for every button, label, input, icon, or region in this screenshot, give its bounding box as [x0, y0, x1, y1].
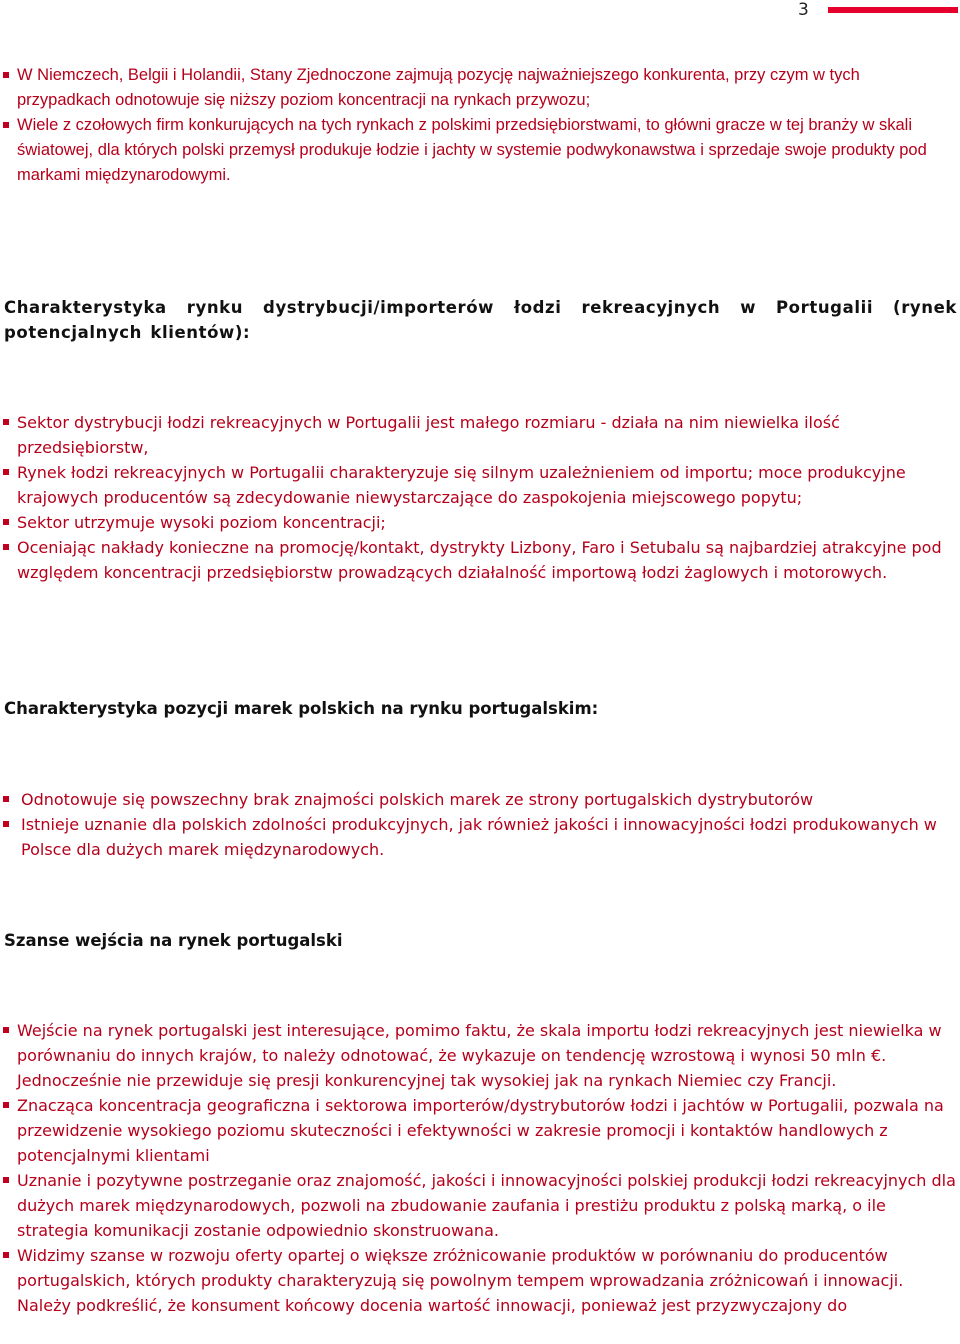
market-entry-bullet-list [0, 1018, 956, 1318]
bullet-square-icon [3, 122, 9, 128]
list-item: Oceniając nakłady konieczne na promocję/kontakt, dystrykty Lizbony, Faro i Setubalu są najbardziej atrakcyjne pod względem koncentracji przedsiębiorstw prowadzących działalność importową łodzi żaglowych i motorowych. [0, 535, 956, 585]
list-item: W Niemczech, Belgii i Holandii, Stany Zjednoczone zajmują pozycję najważniejszego konkurenta, przy czym w tych przypadkach odnotowuje się niższy poziom koncentracji na rynkach przywozu; [0, 63, 956, 113]
list-item: Wiele z czołowych firm konkurujących na tych rynkach z polskimi przedsiębiorstwami, to główni gracze w tej branży w skali światowej, dla których polski przemysł produkuje łodzie i jachty w systemie podwykonawstwa i sprzedaje swoje produkty pod markami międzynarodowymi. [0, 113, 956, 188]
bullet-square-icon [3, 821, 9, 827]
list-item: Sektor utrzymuje wysoki poziom koncentracji; [0, 510, 956, 535]
list-item: Istnieje uznanie dla polskich zdolności produkcyjnych, jak również jakości i innowacyjności łodzi produkowanych w Polsce dla dużych marek międzynarodowych. [0, 812, 956, 862]
bullet-square-icon [3, 1177, 9, 1183]
list-item: Uznanie i pozytywne postrzeganie oraz znajomość, jakości i innowacyjności polskiej produkcji łodzi rekreacyjnych dla dużych marek międzynarodowych, pozwoli na zbudowanie zaufania i prestiżu produktu z polską marką, o ile strategia komunikacji zostanie odpowiednio skonstruowana. [0, 1168, 956, 1243]
list-item: Sektor dystrybucji łodzi rekreacyjnych w Portugalii jest małego rozmiaru - działa na nim niewielka ilość przedsiębiorstw, [0, 410, 956, 460]
bullet-square-icon [3, 419, 9, 425]
polish-brands-bullet-list [0, 787, 956, 862]
bullet-square-icon [3, 796, 9, 802]
header-accent-bar [828, 7, 958, 13]
list-item: Widzimy szanse w rozwoju oferty opartej o większe zróżnicowanie produktów w porównaniu do producentów portugalskich, których produkty charakteryzują się powolnym tempem wprowadzania zróżnicowań i innowacji. Należy podkreślić, że konsument końcowy docenia wartość innowacji, ponieważ jest przyzwyczajony do [0, 1243, 956, 1318]
page-number: 3 [798, 0, 809, 20]
bullet-square-icon [3, 469, 9, 475]
list-item: Odnotowuje się powszechny brak znajmości polskich marek ze strony portugalskich dystrybutorów [0, 787, 956, 812]
bullet-square-icon [3, 519, 9, 525]
distribution-market-bullet-list [0, 410, 956, 585]
list-item: Znacząca koncentracja geograficzna i sektorowa importerów/dystrybutorów łodzi i jachtów w Portugalii, pozwala na przewidzenie wysokiego poziomu skuteczności i efektywności w zakresie promocji i kontaktów handlowych z potencjalnymi klientami [0, 1093, 956, 1168]
bullet-square-icon [3, 544, 9, 550]
section-heading-polish-brands: Charakterystyka pozycji marek polskich na rynku portugalskim: [4, 699, 599, 718]
section-heading-distribution-market: Charakterystyka rynku dystrybucji/importerów łodzi rekreacyjnych w Portugalii (rynek potencjalnych klientów): [4, 298, 957, 342]
list-item: Rynek łodzi rekreacyjnych w Portugalii charakteryzuje się silnym uzależnieniem od importu; moce produkcyjne krajowych producentów są zdecydowanie niewystarczające do zaspokojenia miejscowego popytu; [0, 460, 956, 510]
bullet-square-icon [3, 1027, 9, 1033]
bullet-square-icon [3, 72, 9, 78]
intro-bullet-list [0, 63, 956, 188]
bullet-square-icon [3, 1102, 9, 1108]
list-item: Wejście na rynek portugalski jest interesujące, pomimo faktu, że skala importu łodzi rekreacyjnych jest niewielka w porównaniu do innych krajów, to należy odnotować, że wykazuje on tendencję wzrostową i wynosi 50 mln €. Jednocześnie nie przewiduje się presji konkurencyjnej tak wysokiej jak na rynkach Niemiec czy Francji. [0, 1018, 956, 1093]
section-heading-market-entry-chances: Szanse wejścia na rynek portugalski [4, 931, 343, 950]
bullet-square-icon [3, 1252, 9, 1258]
